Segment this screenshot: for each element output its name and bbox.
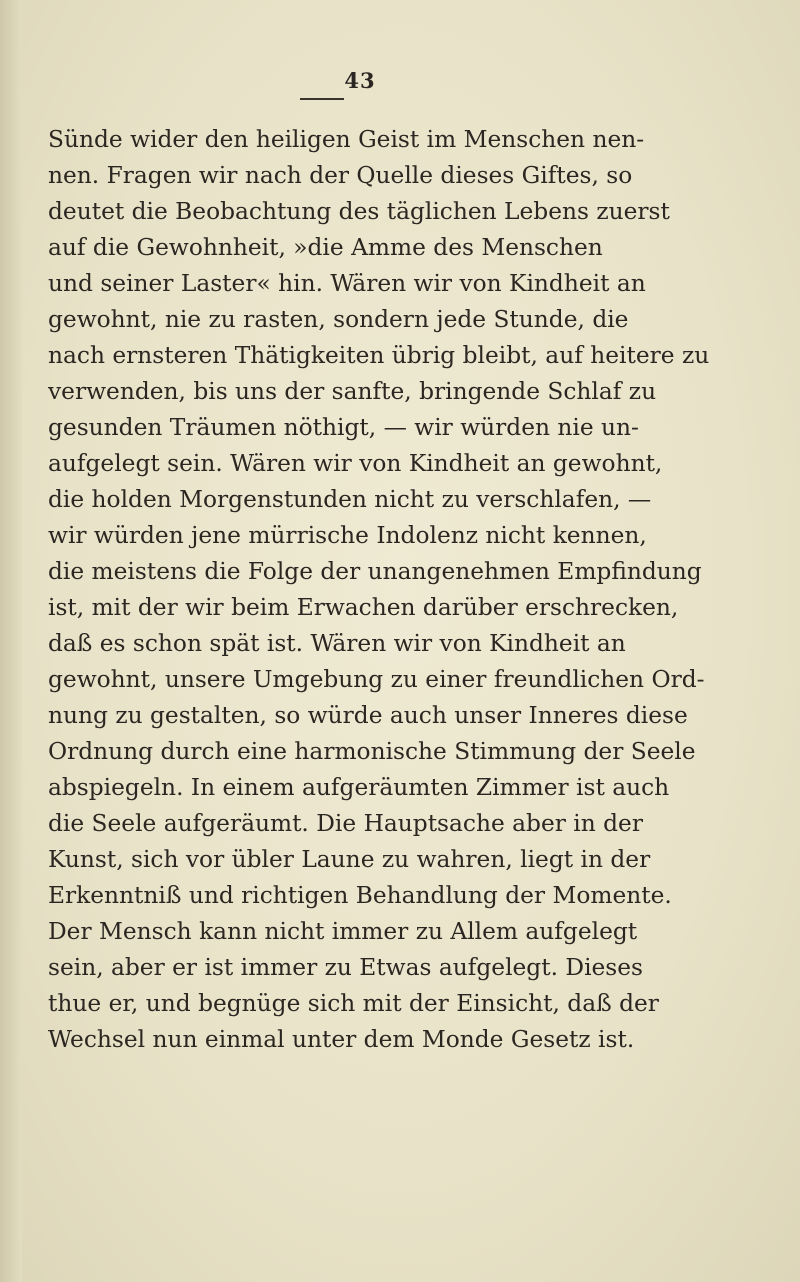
text-line: gewohnt, nie zu rasten, sondern jede Stunde, die (48, 306, 629, 333)
text-line: aufgelegt sein. Wären wir von Kindheit an gewohnt, (48, 450, 663, 477)
text-line: die holden Morgenstunden nicht zu verschlafen, — (48, 486, 652, 513)
text-line: gewohnt, unsere Umgebung zu einer freundlichen Ord- (48, 666, 705, 693)
text-line: Wechsel nun einmal unter dem Monde Gesetz ist. (48, 1026, 635, 1053)
text-line: Ordnung durch eine harmonische Stimmung der Seele (48, 738, 696, 765)
page-left-edge-shadow (0, 0, 22, 1282)
text-line: auf die Gewohnheit, »die Amme des Menschen (48, 234, 603, 261)
text-line: abspiegeln. In einem aufgeräumten Zimmer ist auch (48, 774, 670, 801)
text-line: und seiner Laster« hin. Wären wir von Kindheit an (48, 270, 646, 297)
text-line: deutet die Beobachtung des täglichen Lebens zuerst (48, 198, 670, 225)
text-line: sein, aber er ist immer zu Etwas aufgelegt. Dieses (48, 954, 644, 981)
text-line: die meistens die Folge der unangenehmen Empfindung (48, 558, 702, 585)
text-line: thue er, und begnüge sich mit der Einsicht, daß der (48, 990, 659, 1017)
text-line: wir würden jene mürrische Indolenz nicht kennen, (48, 522, 647, 549)
text-line: ist, mit der wir beim Erwachen darüber erschrecken, (48, 594, 679, 621)
text-line: gesunden Träumen nöthigt, — wir würden nie un- (48, 414, 639, 441)
text-line: Erkenntniß und richtigen Behandlung der Momente. (48, 882, 672, 909)
text-line: verwenden, bis uns der sanfte, bringende Schlaf zu (48, 378, 657, 405)
page-number: 43 (344, 68, 376, 93)
body-text (48, 122, 788, 1058)
text-line: Sünde wider den heiligen Geist im Menschen nen- (48, 126, 645, 153)
text-line: nung zu gestalten, so würde auch unser Inneres diese (48, 702, 688, 729)
text-line: nach ernsteren Thätigkeiten übrig bleibt, auf heitere zu (48, 342, 710, 369)
text-line: nen. Fragen wir nach der Quelle dieses Giftes, so (48, 162, 633, 189)
header-rule (300, 98, 344, 100)
text-line: Der Mensch kann nicht immer zu Allem aufgelegt (48, 918, 638, 945)
text-line: Kunst, sich vor übler Laune zu wahren, liegt in der (48, 846, 651, 873)
text-line: daß es schon spät ist. Wären wir von Kindheit an (48, 630, 626, 657)
text-line: die Seele aufgeräumt. Die Hauptsache aber in der (48, 810, 643, 837)
